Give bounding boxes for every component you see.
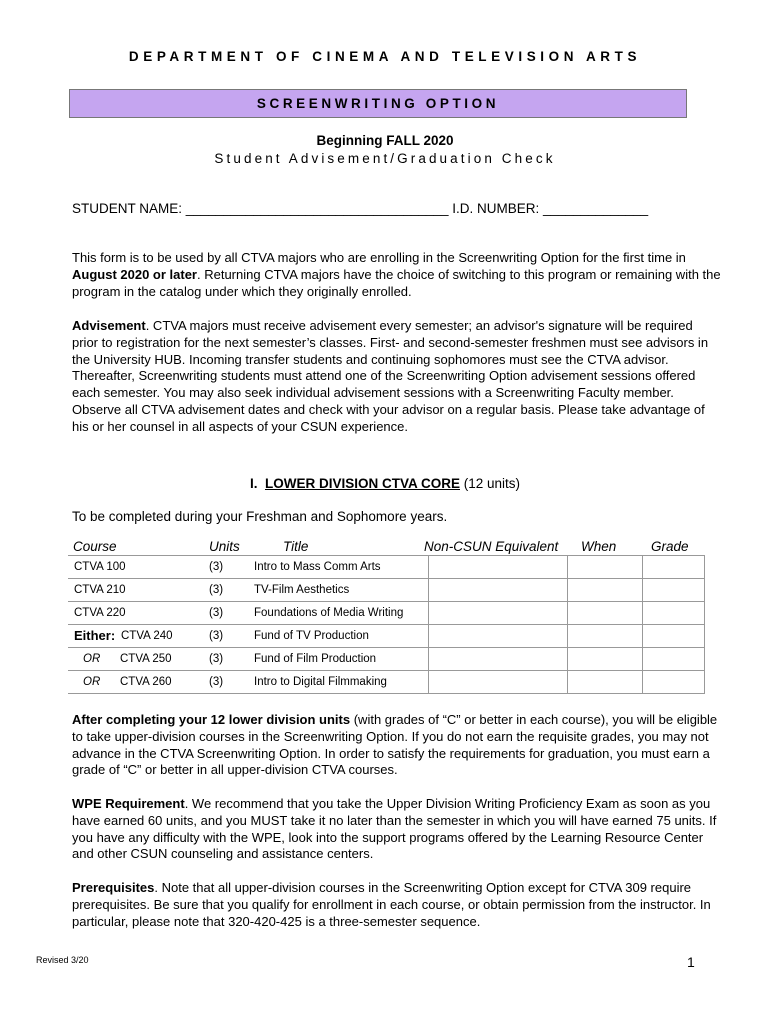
row-title: Intro to Mass Comm Arts — [254, 561, 381, 573]
beginning-term: Beginning FALL 2020 — [316, 133, 454, 148]
table-row — [68, 624, 704, 647]
row-units: (3) — [209, 607, 224, 619]
row-units: (3) — [209, 653, 224, 665]
page-number: 1 — [687, 954, 695, 970]
section-subtext: To be completed during your Freshman and Sophomore years. — [72, 509, 448, 524]
row-units: (3) — [209, 584, 224, 596]
after-completing-paragraph — [72, 712, 722, 779]
prerequisites-label: Prerequisites — [72, 880, 155, 895]
table-line — [68, 693, 704, 694]
department-title: DEPARTMENT OF CINEMA AND TELEVISION ARTS — [128, 49, 642, 64]
advisement-label: Advisement — [72, 318, 146, 333]
row-title: Foundations of Media Writing — [254, 607, 404, 619]
header-grade: Grade — [651, 539, 689, 554]
row-course: CTVA 250 — [120, 653, 172, 665]
option-banner: SCREENWRITING OPTION — [69, 89, 687, 118]
wpe-label: WPE Requirement — [72, 796, 185, 811]
row-units: (3) — [209, 561, 224, 573]
table-line — [704, 555, 705, 694]
table-row — [68, 578, 704, 601]
row-course: CTVA 240 — [121, 630, 173, 642]
row-units: (3) — [209, 630, 224, 642]
advisement-paragraph — [72, 318, 722, 436]
row-course: CTVA 260 — [120, 676, 172, 688]
row-prefix: OR — [83, 653, 101, 665]
row-title: TV-Film Aesthetics — [254, 584, 350, 596]
header-equivalent: Non-CSUN Equivalent — [424, 539, 559, 554]
row-course: CTVA 100 — [74, 561, 126, 573]
row-title: Fund of Film Production — [254, 653, 377, 665]
header-course: Course — [73, 539, 117, 554]
wpe-paragraph — [72, 796, 722, 863]
row-course: CTVA 210 — [74, 584, 126, 596]
student-name-id-line: STUDENT NAME: ___________________________________ I.D. NUMBER: ______________ — [72, 201, 649, 216]
after-completing-text: (with grades of “C” or better in each course), you will be eligible to take upper-division courses in the Screenwriting Option. If you do not earn the requisite grades, you may not advance in the CTVA Screenwriting Option. In order to satisfy the requirements for graduation, you must earn a grade of “C” or better in all upper-division CTVA courses. — [72, 712, 718, 778]
form-subtitle: Student Advisement/Graduation Check — [214, 151, 556, 166]
row-title: Intro to Digital Filmmaking — [254, 676, 387, 688]
header-title: Title — [283, 539, 309, 554]
after-completing-bold: After completing your 12 lower division units — [72, 712, 351, 727]
section-heading — [0, 476, 770, 491]
section-title: LOWER DIVISION CTVA CORE — [264, 476, 460, 491]
row-title: Fund of TV Production — [254, 630, 369, 642]
intro-bold: August 2020 or later — [72, 266, 197, 282]
table-row — [68, 601, 704, 624]
advisement-text: . CTVA majors must receive advisement every semester; an advisor's signature will be required prior to registration for the next semester’s classes. First- and second-semester freshmen must see advisors in the University HUB. Incoming transfer students and continuing sophomores must see the CTVA advisor. Thereafter, Screenwriting students must attend one of the Screenwriting Option advisement sessions offered each semester. You may also seek individual advisement sessions with a Screenwriting Faculty member. Observe all CTVA advisement dates and check with your advisor on a regular basis. Please take advantage of his or her counsel in all aspects of your CSUN experience. — [72, 318, 709, 434]
section-numeral: I. — [249, 476, 258, 491]
table-row — [68, 555, 704, 578]
revision-note: Revised 3/20 — [36, 955, 89, 965]
table-row — [68, 670, 704, 693]
intro-text-1: This form is to be used by all CTVA majors who are enrolling in the Screenwriting Option for the first time in — [72, 250, 686, 265]
row-course: CTVA 220 — [74, 607, 126, 619]
section-units: (12 units) — [463, 476, 521, 491]
wpe-text: . We recommend that you take the Upper Division Writing Proficiency Exam as soon as you have earned 60 units, and you MUST take it no later than the semester in which you will have earned 75 units. If you have any difficulty with the WPE, look into the support programs offered by the Learning Resource Center and other CSUN counseling and assistance centers. — [72, 796, 717, 862]
row-units: (3) — [209, 676, 224, 688]
prerequisites-paragraph — [72, 880, 722, 930]
intro-paragraph — [72, 250, 722, 300]
row-prefix: Either: — [74, 628, 116, 643]
header-when: When — [581, 539, 617, 554]
row-prefix: OR — [83, 676, 101, 688]
table-row — [68, 647, 704, 670]
intro-text-2: . Returning CTVA majors have the choice of switching to this program or remaining with the program in the catalog under which they originally enrolled. — [72, 266, 721, 299]
prerequisites-text: . Note that all upper-division courses in the Screenwriting Option except for CTVA 309 require prerequisites. Be sure that you qualify for enrollment in each course, or obtain permission from the instructor. In particular, please note that 320-420-425 is a three-semester sequence. — [72, 880, 711, 929]
header-units: Units — [209, 539, 240, 554]
